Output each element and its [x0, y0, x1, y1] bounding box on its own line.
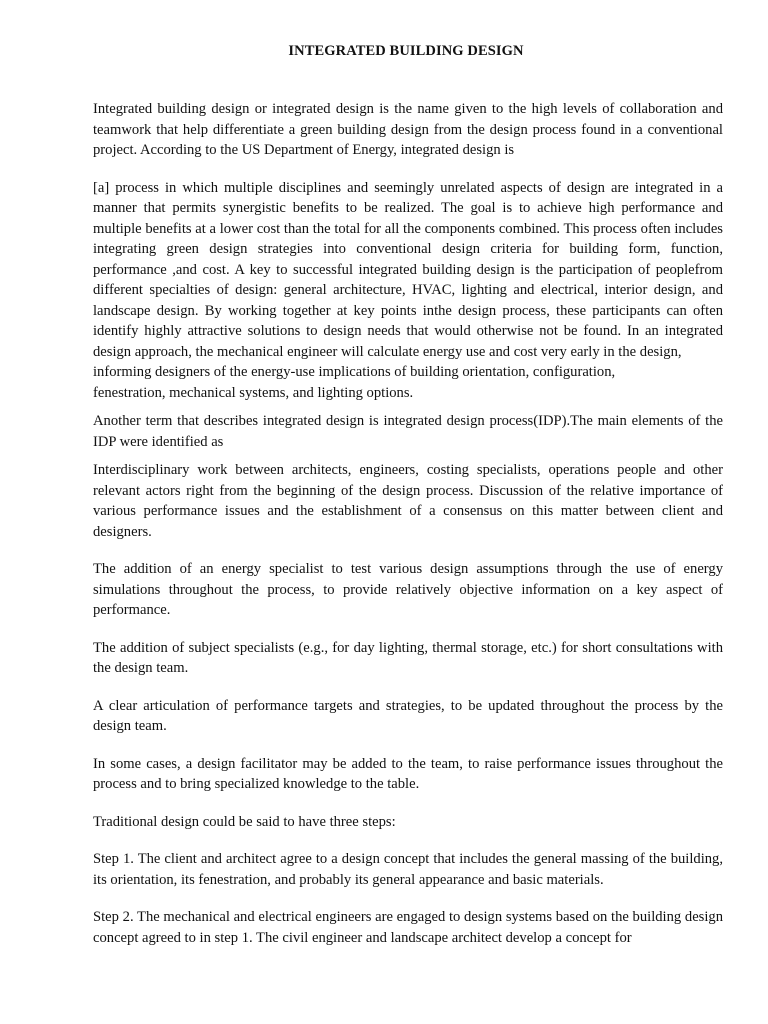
paragraph-design-facilitator: In some cases, a design facilitator may be added to the team, to raise performance issues throughout the process and to bring specialized knowledge to the table. — [93, 755, 723, 792]
paragraph-doe-quote-line2: informing designers of the energy-use implications of building orientation, configuration, — [93, 364, 616, 380]
paragraph-intro: Integrated building design or integrated design is the name given to the high levels of collaboration and teamwork that help differentiate a green building design from the design process found in a conventional project. According to the US Department of Energy, integrated design is — [93, 101, 723, 158]
paragraph-doe-quote: [a] process in which multiple disciplines and seemingly unrelated aspects of design are integrated in a manner that permits synergistic benefits to be realized. The goal is to achieve high performance and multiple benefits at a lower cost than the total for all the components combined. This process often includes integrating green design strategies into conventional design criteria for building form, function, performance ,and cost. A key to successful integrated building design is the participation of peoplefrom different specialties of design: general architecture, HVAC, lighting and electrical, interior design, and landscape design. By working together at key points inthe design process, these participants can often identify highly attractive solutions to design needs that would otherwise not be found. In an integrated design approach, the mechanical engineer will calculate energy use and cost very early in the design, — [93, 179, 723, 360]
paragraph-step-1: Step 1. The client and architect agree to a design concept that includes the general massing of the building, its orientation, its fenestration, and probably its general appearance and basic materials. — [93, 851, 723, 888]
paragraph-interdisciplinary: Interdisciplinary work between architects, engineers, costing specialists, operations people and other relevant actors right from the beginning of the design process. Discussion of the relative importance of various performance issues and the establishment of a consensus on this matter between client and designers. — [93, 462, 723, 540]
document-body — [93, 99, 723, 948]
paragraph-step-2: Step 2. The mechanical and electrical engineers are engaged to design systems based on the building design concept agreed to in step 1. The civil engineer and landscape architect develop a concept for — [93, 909, 723, 946]
paragraph-traditional-design: Traditional design could be said to have three steps: — [93, 813, 396, 830]
paragraph-performance-targets: A clear articulation of performance targets and strategies, to be updated throughout the process by the design team. — [93, 697, 723, 734]
paragraph-subject-specialists: The addition of subject specialists (e.g., for day lighting, thermal storage, etc.) for short consultations with the design team. — [93, 639, 723, 676]
paragraph-doe-quote-line3: fenestration, mechanical systems, and lighting options. — [93, 384, 414, 401]
paragraph-idp-term: Another term that describes integrated design is integrated design process(IDP).The main elements of the IDP were identified as — [93, 413, 723, 450]
page-title: INTEGRATED BUILDING DESIGN — [288, 43, 524, 59]
paragraph-energy-specialist: The addition of an energy specialist to test various design assumptions through the use of energy simulations throughout the process, to provide relatively objective information on a key aspect of performance. — [93, 561, 723, 618]
